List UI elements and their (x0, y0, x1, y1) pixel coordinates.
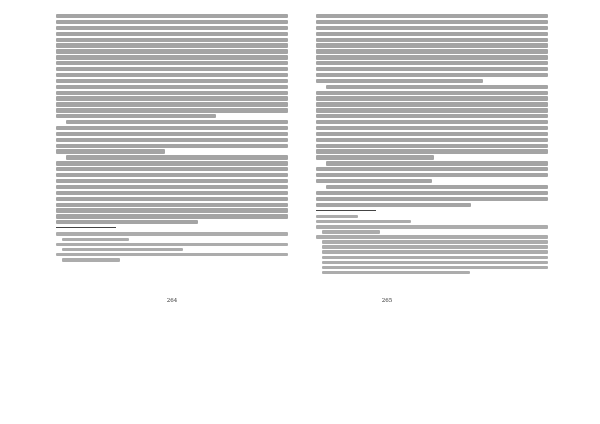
text-line (56, 102, 288, 106)
left-page (56, 14, 288, 263)
text-line (316, 26, 548, 30)
text-line (56, 49, 288, 53)
text-line (316, 108, 548, 112)
footnote (316, 225, 548, 234)
text-line (316, 144, 548, 148)
text-line (56, 26, 288, 30)
footnote (56, 232, 288, 241)
right-paragraph (316, 85, 548, 160)
text-line (316, 167, 548, 171)
text-line (316, 91, 548, 95)
text-line (56, 138, 288, 142)
text-line (316, 49, 548, 53)
footnote-line (322, 240, 548, 244)
text-line (316, 102, 548, 106)
text-line (316, 155, 434, 159)
footnote-line (62, 238, 129, 242)
text-line (56, 20, 288, 24)
text-line (326, 85, 548, 89)
text-line (316, 120, 548, 124)
left-paragraph (56, 120, 288, 154)
footnote-line (316, 220, 411, 224)
text-line (316, 79, 483, 83)
text-line (316, 179, 432, 183)
text-line (56, 32, 288, 36)
right-page (316, 14, 548, 276)
text-line (316, 114, 548, 118)
left-page-body (56, 14, 288, 224)
text-line (316, 132, 548, 136)
right-page-body (316, 14, 548, 207)
footnote-line (56, 243, 288, 247)
text-line (56, 185, 288, 189)
text-line (56, 79, 288, 83)
right-paragraph (316, 185, 548, 207)
text-line (56, 126, 288, 130)
text-line (316, 14, 548, 18)
footnote-line (56, 232, 288, 236)
text-line (316, 67, 548, 71)
text-line (316, 191, 548, 195)
text-line (316, 55, 548, 59)
text-line (56, 43, 288, 47)
footnote-line (322, 245, 548, 249)
page-number-right: 265 (381, 298, 393, 304)
footnote-separator (316, 210, 376, 211)
text-line (316, 20, 548, 24)
text-line (56, 96, 288, 100)
footnote-line (322, 230, 380, 234)
footnote-separator (56, 227, 116, 228)
text-line (56, 197, 288, 201)
footnote-line (316, 215, 358, 219)
text-line (316, 197, 548, 201)
text-line (56, 179, 288, 183)
text-line (316, 38, 548, 42)
text-line (56, 173, 288, 177)
footnote-line (62, 248, 183, 252)
text-line (56, 214, 288, 218)
footnote-line (62, 258, 120, 262)
text-line (316, 96, 548, 100)
footnote (316, 220, 548, 224)
text-line (56, 203, 288, 207)
left-paragraph (56, 155, 288, 224)
text-line (316, 61, 548, 65)
text-line (56, 161, 288, 165)
footnote (56, 253, 288, 262)
text-line (56, 114, 216, 118)
text-line (316, 173, 548, 177)
left-paragraph (56, 14, 288, 118)
text-line (56, 191, 288, 195)
text-line (316, 126, 548, 130)
footnote-line (316, 235, 548, 239)
text-line (56, 149, 165, 153)
footnote-line (316, 225, 548, 229)
text-line (56, 132, 288, 136)
text-line (316, 32, 548, 36)
text-line (56, 73, 288, 77)
right-page-footnotes (316, 215, 548, 275)
footnote (56, 243, 288, 252)
page-number-left: 264 (166, 298, 178, 304)
text-line (56, 67, 288, 71)
footnote-line (322, 256, 548, 260)
footnote-line (322, 250, 548, 254)
text-line (56, 144, 288, 148)
footnote (316, 215, 548, 219)
footnote-line (322, 261, 548, 265)
text-line (316, 203, 471, 207)
right-paragraph (316, 14, 548, 83)
footnote-line (322, 271, 470, 275)
text-line (56, 14, 288, 18)
text-line (56, 61, 288, 65)
text-line (326, 185, 548, 189)
right-paragraph (316, 161, 548, 183)
text-line (66, 155, 288, 159)
text-line (56, 55, 288, 59)
footnote-line (322, 266, 548, 270)
text-line (316, 73, 548, 77)
text-line (56, 91, 288, 95)
text-line (56, 220, 198, 224)
text-line (56, 38, 288, 42)
text-line (326, 161, 548, 165)
text-line (56, 167, 288, 171)
footnote-line (56, 253, 288, 257)
text-line (56, 208, 288, 212)
left-page-footnotes (56, 232, 288, 261)
text-line (316, 43, 548, 47)
text-line (66, 120, 288, 124)
footnote (316, 235, 548, 274)
text-line (56, 108, 288, 112)
text-line (316, 149, 548, 153)
text-line (316, 138, 548, 142)
text-line (56, 85, 288, 89)
